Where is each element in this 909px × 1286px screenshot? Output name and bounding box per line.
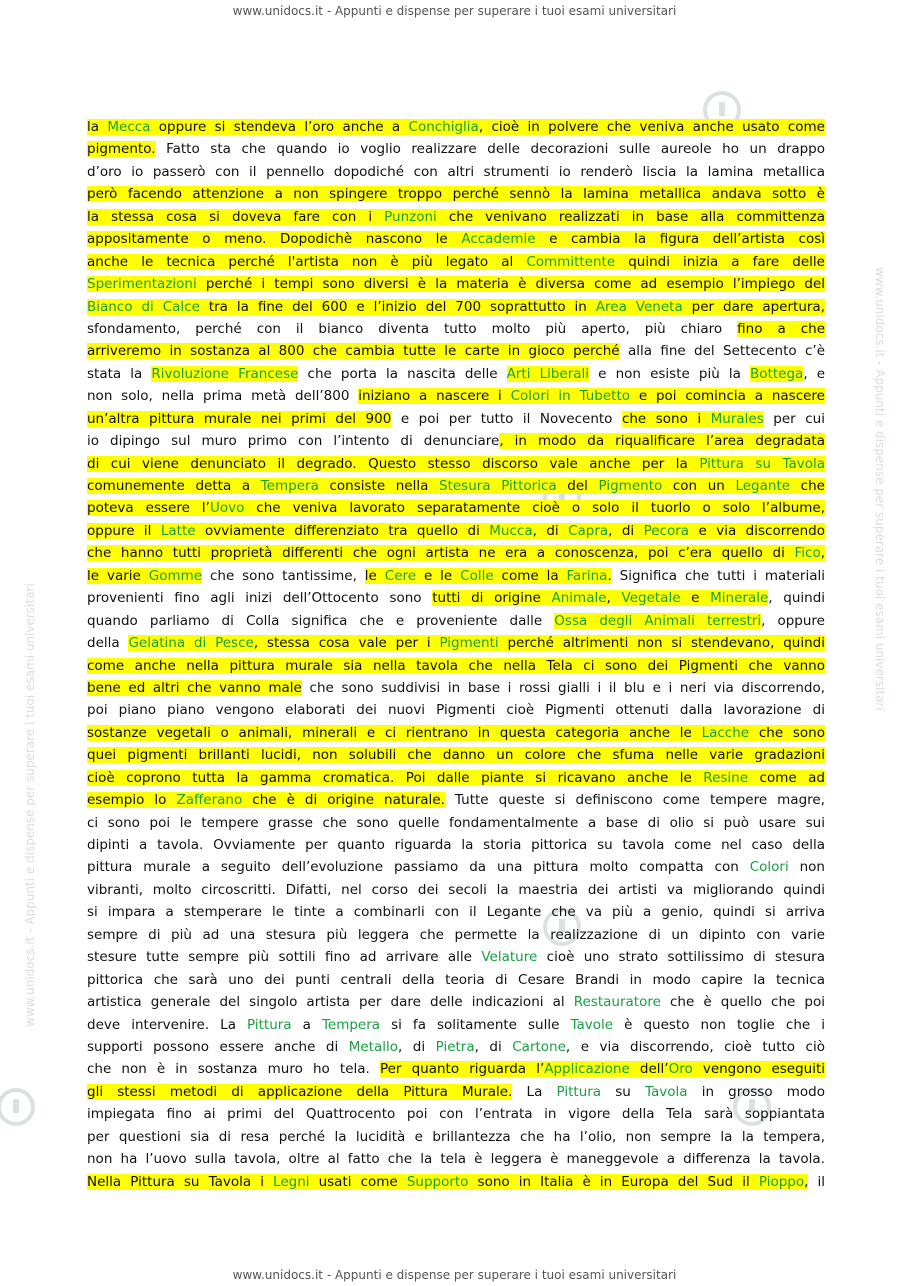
text-line <box>87 520 825 542</box>
text-segment: ovviamente differenziato tra quello di <box>195 522 490 539</box>
text-line <box>87 812 825 834</box>
keyword-term: Supporto <box>406 1173 469 1190</box>
text-segment: che sono <box>749 724 825 741</box>
text-segment: come anche nella pittura murale sia nella tavola che nella Tela ci sono dei Pigmenti che vanno <box>87 657 825 674</box>
text-line <box>87 1058 825 1080</box>
text-segment: la <box>87 119 108 135</box>
keyword-term: Legni <box>273 1173 310 1190</box>
text-segment: per questioni sia di resa perché la lucidità e brillantezza che ha l’olio, non sempre la la tempera, <box>87 1128 825 1145</box>
keyword-term: Arti Liberali <box>506 365 590 382</box>
keyword-term: Tempera <box>321 1016 381 1033</box>
text-segment: che non è in sostanza muro ho tela. <box>87 1061 380 1078</box>
text-line <box>87 610 825 632</box>
text-segment: , di <box>532 522 569 539</box>
text-segment: in grosso modo <box>687 1083 825 1100</box>
text-segment: , di <box>398 1038 436 1055</box>
text-segment: dell’ <box>629 1061 669 1078</box>
text-line <box>87 587 825 609</box>
text-segment: della <box>87 635 129 652</box>
text-segment: Dopodichè nascono le <box>280 231 462 248</box>
text-segment: stesure tutte sempre più sottili fino ad arrivare alle <box>87 949 482 966</box>
text-segment: cioè coprono tutta la gamma cromatica. Poi dalle piante si ricavano anche le <box>87 769 704 786</box>
text-line <box>87 1014 825 1036</box>
text-segment: che <box>790 478 825 494</box>
text-line <box>87 183 825 205</box>
keyword-term: Applicazione <box>544 1061 630 1078</box>
text-line <box>87 430 825 452</box>
text-line <box>87 363 825 385</box>
keyword-term: Pittura su Tavola <box>699 455 825 472</box>
text-segment: gli stessi metodi di applicazione della Pittura Murale. <box>87 1083 513 1100</box>
keyword-term: Restauratore <box>573 994 661 1011</box>
keyword-term: Vegetale <box>621 590 681 607</box>
text-line <box>87 273 825 295</box>
text-segment: le varie <box>87 567 149 584</box>
text-line <box>87 565 825 587</box>
text-line <box>87 1171 825 1193</box>
keyword-term: Area Veneta <box>595 298 683 315</box>
text-segment: a <box>291 1016 322 1033</box>
text-line <box>87 1148 825 1170</box>
text-segment: arriveremo in sostanza al 800 che cambia tutte le carte in gioco perché <box>87 343 620 360</box>
text-segment: sono in Italia è in Europa del Sud il <box>468 1173 759 1190</box>
text-segment: provenienti fino agli inizi dell’Ottocento sono <box>87 590 433 607</box>
keyword-term: Mecca <box>107 119 151 135</box>
text-line <box>87 655 825 677</box>
text-segment: bene ed altri che vanno male <box>87 679 302 696</box>
text-line <box>87 1081 825 1103</box>
keyword-term: Uovo <box>209 500 245 517</box>
text-segment: comunemente detta a <box>87 478 261 494</box>
text-segment: poteva essere l’ <box>87 500 210 517</box>
text-segment: tra la fine del 600 e l’inizio del 700 soprattutto in <box>199 298 596 315</box>
text-segment: e cambia la figura dell’artista così <box>535 231 825 248</box>
keyword-term: Minerale <box>710 590 769 607</box>
text-segment: che sono suddivisi in base i rossi gialli i il blu e i neri via discorrendo, <box>301 679 825 696</box>
text-segment: , e <box>803 365 825 382</box>
text-line <box>87 924 825 946</box>
text-segment: Tutte queste si definiscono come tempere magre, <box>444 792 825 809</box>
keyword-term: Pittura <box>247 1016 292 1033</box>
text-segment: fino a che <box>737 320 825 337</box>
text-line <box>87 632 825 654</box>
text-segment: , di <box>474 1038 513 1055</box>
text-segment: che venivano realizzati in base alla committenza <box>436 208 825 225</box>
text-segment: poi piano piano vengono elaborati dei nuovi Pigmenti cioè Pigmenti ottenuti dalla lavorazione di <box>87 702 825 719</box>
keyword-term: Committente <box>526 253 616 270</box>
keyword-term: Farina <box>566 567 608 584</box>
text-segment: , quindi <box>768 590 825 607</box>
side-watermark-right: www.unidocs.it - Appunti e dispense per superare i tuoi esami universitari <box>873 267 887 711</box>
text-segment: , <box>804 1173 809 1190</box>
text-segment: la stessa cosa si doveva fare con i <box>87 208 385 225</box>
text-segment: dipinti a tavola. Ovviamente per quanto riguarda la storia pittorica su tavola come nel caso della <box>87 837 825 853</box>
text-segment: è questo non toglie che i <box>613 1016 825 1033</box>
text-segment: e <box>680 590 711 607</box>
text-line <box>87 879 825 901</box>
text-line <box>87 161 825 183</box>
text-line <box>87 453 825 475</box>
text-segment: e poi comincia a nascere <box>630 388 825 405</box>
text-segment: , di <box>608 522 644 539</box>
text-segment: pittorica che sarà uno dei punti centrali della teoria di Cesare Brandi in modo capire la tecnica <box>87 971 825 988</box>
text-segment: che porta la nascita delle <box>298 365 507 382</box>
keyword-term: Tavole <box>570 1016 614 1033</box>
text-segment: per cui <box>763 410 825 427</box>
document-body-text <box>87 116 825 1193</box>
keyword-term: Latte <box>160 522 196 539</box>
text-segment: perché altrimenti non si stendevano, quindi <box>498 635 825 652</box>
keyword-term: Conchiglia <box>408 119 479 135</box>
text-line <box>87 228 825 250</box>
keyword-term: Metallo <box>348 1038 398 1055</box>
text-segment: pittura murale a seguito dell’evoluzione passiamo da una pittura molto compatta con <box>87 859 750 876</box>
text-segment: sfondamento, perché con il bianco diventa tutto molto più aperto, più chiaro <box>87 320 738 337</box>
text-segment: appositamente o meno. <box>87 231 281 248</box>
text-segment: oppure si stendeva l’oro anche a <box>150 119 409 135</box>
keyword-term: Pittura <box>556 1083 602 1100</box>
text-line <box>87 116 825 138</box>
text-line <box>87 856 825 878</box>
keyword-term: Rivoluzione Francese <box>151 365 299 382</box>
text-segment: Significa che tutti i materiali <box>611 567 825 584</box>
text-line <box>87 1126 825 1148</box>
text-line <box>87 206 825 228</box>
keyword-term: Animale <box>551 590 607 607</box>
text-segment: artistica generale del singolo artista per dare delle indicazioni al <box>87 994 574 1011</box>
text-segment: non <box>788 859 825 876</box>
keyword-term: Colori in Tubetto <box>510 388 631 405</box>
keyword-term: Cere <box>384 567 417 584</box>
text-line <box>87 475 825 497</box>
text-segment: . <box>607 567 612 584</box>
text-line <box>87 1103 825 1125</box>
text-segment: con un <box>662 478 736 494</box>
text-segment: su <box>601 1083 645 1100</box>
text-segment: come ad esempio l’impiego del <box>594 276 825 293</box>
text-segment: che sono i <box>621 410 711 427</box>
page-footer: www.unidocs.it - Appunti e dispense per superare i tuoi esami universitari <box>232 1268 677 1282</box>
text-segment: , stessa cosa vale per i <box>253 635 440 652</box>
keyword-term: Colle <box>460 567 494 584</box>
text-segment: oppure il <box>87 522 161 539</box>
text-segment: Per quanto riguarda l’ <box>379 1061 545 1078</box>
text-segment: io dipingo sul muro primo con l’intento di denunciare <box>87 433 500 450</box>
text-segment: non solo, nella prima metà dell’800 <box>87 388 359 405</box>
text-segment: e le <box>416 567 461 584</box>
text-segment: di cui viene denunciato il degrado. Questo stesso discorso vale anche per la <box>87 455 700 472</box>
keyword-term: Colori <box>749 859 789 876</box>
text-segment: non ha l’uovo sulla tavola, oltre al fatto che la tela è leggera è maneggevole a differenza la tavola. <box>87 1151 825 1168</box>
text-segment: come la <box>493 567 567 584</box>
text-segment: che è di origine naturale. <box>242 792 445 809</box>
text-segment: alla fine del Settecento c’è <box>619 343 825 360</box>
text-line <box>87 767 825 789</box>
keyword-term: Fico <box>794 545 821 562</box>
text-segment: Nella Pittura su Tavola i <box>87 1173 274 1190</box>
text-line <box>87 340 825 362</box>
text-segment: pigmento. <box>87 141 156 158</box>
text-segment: vibranti, molto circoscritti. Difatti, nel corso dei secoli la maestria dei artisti va migliorando quindi <box>87 881 825 898</box>
text-segment: sempre di più ad una stesura più leggera che permette la realizzazione di un dipinto con varie <box>87 926 825 943</box>
text-segment: deve intervenire. La <box>87 1016 248 1033</box>
keyword-term: Zafferano <box>176 792 243 809</box>
keyword-term: Mucca <box>489 522 533 539</box>
text-segment: che veniva lavorato separatamente cioè o solo il tuorlo o solo l’albume, <box>244 500 825 517</box>
page-header: www.unidocs.it - Appunti e dispense per superare i tuoi esami universitari <box>232 4 677 18</box>
keyword-term: Gomme <box>148 567 203 584</box>
text-line <box>87 385 825 407</box>
text-segment: le <box>364 567 385 584</box>
watermark-logo-icon <box>0 1085 38 1129</box>
text-line <box>87 318 825 340</box>
keyword-term: Lacche <box>701 724 750 741</box>
text-segment: si impara a stemperare le tinte a combinarli con il Legante che va più a genio, quindi si arriva <box>87 904 825 921</box>
keyword-term: Gelatina di Pesce <box>128 635 254 652</box>
text-line <box>87 408 825 430</box>
text-segment: La <box>512 1083 557 1100</box>
keyword-term: Sperimentazioni <box>87 276 197 293</box>
text-segment: , oppure <box>761 612 825 629</box>
text-segment: e poi per tutto il Novecento <box>391 410 622 427</box>
keyword-term: Velature <box>481 949 538 966</box>
keyword-term: Resine <box>703 769 749 786</box>
text-line <box>87 699 825 721</box>
text-segment: come ad <box>748 769 825 786</box>
text-segment: quando parliamo di Colla significa che e proveniente dalle <box>87 612 555 629</box>
text-line <box>87 969 825 991</box>
text-segment: , <box>820 545 825 562</box>
text-segment: vengono eseguiti <box>692 1061 825 1078</box>
text-segment: e via discorrendo <box>689 522 825 539</box>
text-line <box>87 1036 825 1058</box>
text-segment: si fa solitamente sulle <box>380 1016 571 1033</box>
keyword-term: Tempera <box>260 478 319 494</box>
text-line <box>87 901 825 923</box>
text-segment: , in modo da riqualificare l’area degradata <box>499 433 825 450</box>
text-segment: stata la <box>87 365 152 382</box>
side-watermark-left: www.unidocs.it - Appunti e dispense per superare i tuoi esami universitari <box>23 583 37 1027</box>
text-segment: impiegata fino ai primi del Quattrocento poi con l’entrata in vigore della Tela sarà soppiantata <box>87 1106 825 1123</box>
text-segment: Fatto sta che quando io voglio realizzare delle decorazioni sulle aureole ho un drappo <box>155 141 825 158</box>
text-line <box>87 677 825 699</box>
text-line <box>87 497 825 519</box>
text-segment: , e via discorrendo, cioè tutto ciò <box>565 1038 825 1055</box>
text-segment: però facendo attenzione a non spingere troppo perché sennò la lamina metallica andava sotto è <box>87 186 825 203</box>
keyword-term: Tavola <box>644 1083 688 1100</box>
text-segment: che hanno tutti proprietà differenti che ogni artista ne era a conoscenza, poi c’era quello di <box>87 545 795 562</box>
text-segment: , <box>606 590 622 607</box>
keyword-term: Punzoni <box>384 208 437 225</box>
text-segment: iniziano a nascere i <box>358 388 511 405</box>
text-line <box>87 251 825 273</box>
keyword-term: Pigmenti <box>439 635 499 652</box>
text-segment: quei pigmenti brillanti lucidi, non solubili che danno un colore che sfuma nelle varie gradazioni <box>87 747 825 764</box>
text-segment: , cioè in polvere che veniva anche usato come <box>478 119 825 135</box>
keyword-term: Cartone <box>512 1038 566 1055</box>
keyword-term: Oro <box>668 1061 693 1078</box>
text-segment: e non esiste più la <box>589 365 751 382</box>
text-segment: quindi inizia a fare delle <box>615 253 825 270</box>
keyword-term: Bottega <box>750 365 804 382</box>
text-segment: anche le tecnica perché l'artista non è più legato al <box>87 253 527 270</box>
text-line <box>87 789 825 811</box>
text-line <box>87 542 825 564</box>
text-segment: un’altra pittura murale nei primi del 900 <box>87 410 392 427</box>
keyword-term: Pigmento <box>598 478 663 494</box>
text-line <box>87 744 825 766</box>
text-segment: che sono tantissime, <box>202 567 365 584</box>
text-segment: tutti di origine <box>432 590 552 607</box>
text-segment: d’oro io passerò con il pennello dopodiché con altri strumenti io renderò liscia la lamina metallica <box>87 163 825 180</box>
keyword-term: Stesura Pittorica <box>439 478 557 494</box>
text-segment: sostanze vegetali o animali, minerali e ci rientrano in questa categoria anche le <box>87 724 702 741</box>
keyword-term: Pecora <box>643 522 690 539</box>
text-line <box>87 946 825 968</box>
text-segment: cioè uno strato sottilissimo di stesura <box>537 949 825 966</box>
keyword-term: Ossa degli Animali terrestri <box>554 612 762 629</box>
text-segment: esempio lo <box>87 792 177 809</box>
keyword-term: Pietra <box>435 1038 475 1055</box>
text-segment: per dare apertura, <box>682 298 825 315</box>
text-segment: del <box>556 478 599 494</box>
text-line <box>87 991 825 1013</box>
text-line <box>87 138 825 160</box>
text-line <box>87 834 825 856</box>
text-segment: che è quello che poi <box>660 994 825 1011</box>
text-segment: perché i tempi sono diversi è la materia è diversa <box>196 276 595 293</box>
text-line <box>87 722 825 744</box>
text-segment: consiste nella <box>318 478 439 494</box>
keyword-term: Murales <box>710 410 764 427</box>
keyword-term: Accademie <box>461 231 536 248</box>
keyword-term: Capra <box>568 522 609 539</box>
keyword-term: Pioppo <box>758 1173 805 1190</box>
text-segment: ci sono poi le tempere grasse che sono quelle fondamentalmente a base di olio si può usare sui <box>87 814 825 831</box>
keyword-term: Legante <box>735 478 791 494</box>
text-segment: usati come <box>309 1173 407 1190</box>
text-line <box>87 296 825 318</box>
text-segment: il <box>808 1173 825 1190</box>
text-segment: supporti possono essere anche di <box>87 1038 349 1055</box>
keyword-term: Bianco di Calce <box>87 298 200 315</box>
